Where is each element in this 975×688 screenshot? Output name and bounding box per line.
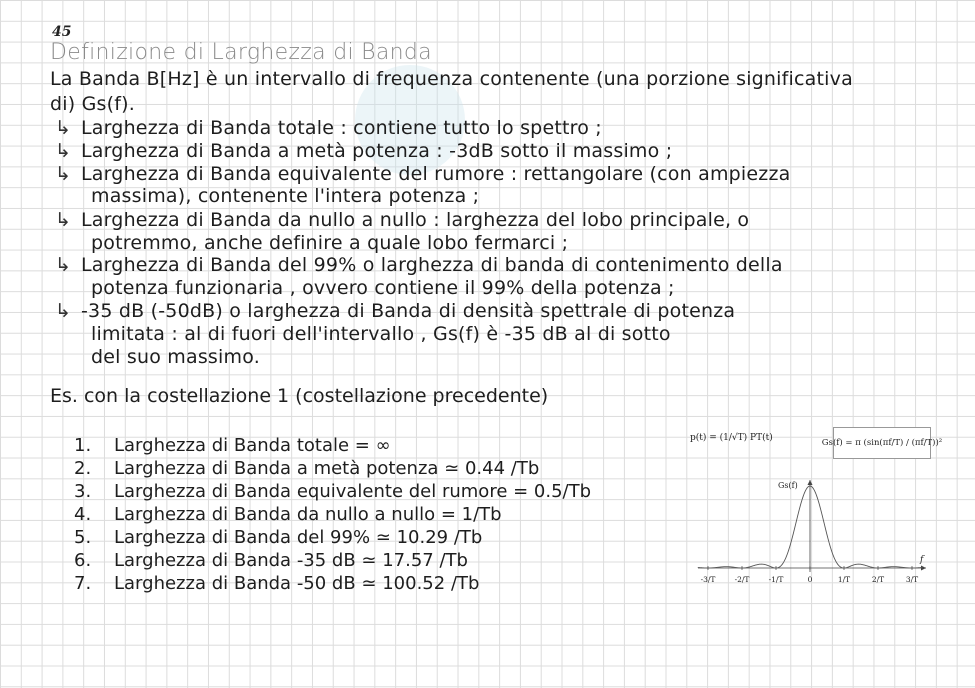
arrow-icon: ↳	[55, 163, 72, 185]
y-axis-label: Gs(f)	[778, 481, 798, 490]
example-item	[74, 481, 591, 502]
psd-formula: Gs(f) = π (sin(πf/T) / (πf/T))²	[821, 438, 943, 448]
definition-half-power	[55, 140, 672, 162]
example-item	[74, 550, 468, 571]
item-text: Larghezza di Banda totale = ∞	[114, 435, 391, 456]
example-item	[74, 527, 482, 548]
definition-psd-limited-cont-1: limitata : al di fuori dell'intervallo , Gs(f) è -35 dB al di sotto	[91, 323, 671, 345]
definition-noise-equivalent	[55, 163, 790, 185]
example-item	[74, 458, 539, 479]
x-tick-label: -2/T	[734, 575, 750, 584]
definition-null-to-null	[55, 209, 749, 231]
intro-line-2: di) Gs(f).	[50, 93, 135, 115]
item-number: 2.	[74, 458, 92, 479]
item-text: Larghezza di Banda del 99% ≃ 10.29 /Tb	[114, 527, 483, 548]
item-number: 4.	[74, 504, 92, 525]
definition-text: Larghezza di Banda da nullo a nullo : larghezza del lobo principale, o	[81, 209, 750, 231]
example-item	[74, 573, 479, 594]
pulse-formula: p(t) = (1/√T) PT(t)	[690, 433, 773, 443]
item-text: Larghezza di Banda da nullo a nullo = 1/Tb	[114, 504, 502, 525]
example-item	[74, 504, 502, 525]
definition-total	[55, 117, 602, 139]
item-number: 7.	[74, 573, 92, 594]
definition-psd-limited	[55, 300, 735, 322]
item-text: Larghezza di Banda a metà potenza ≃ 0.44 /Tb	[114, 458, 540, 479]
y-axis-arrow	[808, 480, 813, 485]
example-title: Es. con la costellazione 1 (costellazione precedente)	[50, 385, 549, 407]
definition-noise-equivalent-cont: massima), contenente l'intera potenza ;	[91, 185, 480, 207]
definition-text: -35 dB (-50dB) o larghezza di Banda di densità spettrale di potenza	[81, 300, 736, 322]
x-tick-label: -3/T	[700, 575, 716, 584]
page-number: 45	[52, 24, 72, 40]
example-item	[74, 435, 391, 456]
arrow-icon: ↳	[55, 140, 72, 162]
definition-text: Larghezza di Banda a metà potenza : -3dB sotto il massimo ;	[81, 140, 673, 162]
sinc-squared-plot	[688, 420, 938, 595]
definition-text: Larghezza di Banda equivalente del rumore : rettangolare (con ampiezza	[81, 163, 791, 185]
definition-text: Larghezza di Banda del 99% o larghezza di banda di contenimento della	[81, 254, 783, 276]
arrow-icon: ↳	[55, 117, 72, 139]
item-number: 1.	[74, 435, 92, 456]
definition-99-percent	[55, 254, 783, 276]
arrow-icon: ↳	[55, 254, 72, 276]
item-number: 5.	[74, 527, 92, 548]
intro-line-1: La Banda B[Hz] è un intervallo di frequenza contenente (una porzione significativa	[50, 68, 853, 90]
definition-psd-limited-cont-2: del suo massimo.	[91, 346, 260, 368]
x-tick-label: 2/T	[871, 575, 885, 584]
definition-null-to-null-cont: potremmo, anche definire a quale lobo fermarci ;	[91, 232, 569, 254]
x-tick-label: 1/T	[837, 575, 851, 584]
x-axis-label: f	[920, 555, 924, 565]
definition-99-percent-cont: potenza funzionaria , ovvero contiene il 99% della potenza ;	[91, 277, 675, 299]
item-number: 6.	[74, 550, 92, 571]
item-text: Larghezza di Banda equivalente del rumore = 0.5/Tb	[114, 481, 592, 502]
arrow-icon: ↳	[55, 209, 72, 231]
item-text: Larghezza di Banda -50 dB ≃ 100.52 /Tb	[114, 573, 480, 594]
arrow-icon: ↳	[55, 300, 72, 322]
definition-text: Larghezza di Banda totale : contiene tutto lo spettro ;	[81, 117, 602, 139]
x-tick-label: -1/T	[768, 575, 784, 584]
x-tick-label: 0	[807, 575, 813, 584]
item-number: 3.	[74, 481, 92, 502]
page-title: Definizione di Larghezza di Banda	[50, 40, 432, 65]
item-text: Larghezza di Banda -35 dB ≃ 17.57 /Tb	[114, 550, 468, 571]
x-tick-label: 3/T	[905, 575, 919, 584]
x-axis-arrow	[921, 566, 926, 571]
